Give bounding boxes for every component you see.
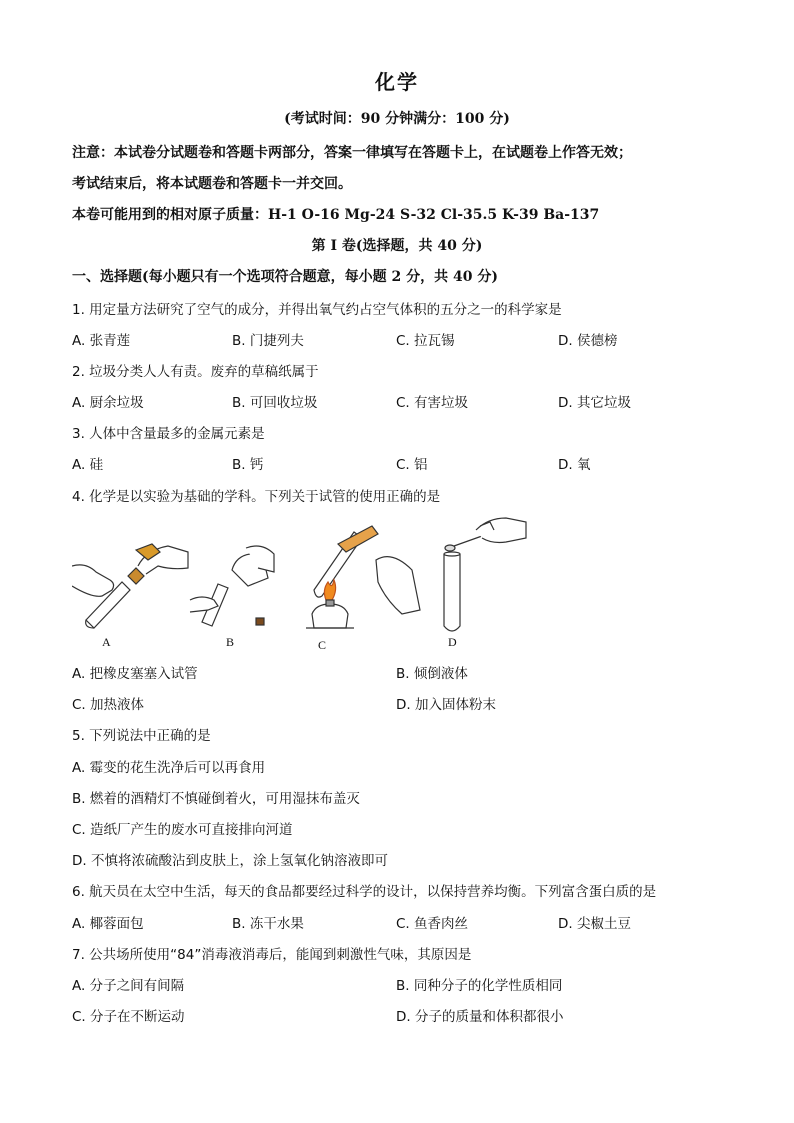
question-6-option-b: B. 冻干水果	[232, 916, 304, 932]
figure-label-d: D	[448, 635, 457, 649]
question-1-option-c: C. 拉瓦锡	[396, 333, 455, 349]
section-title: 一、选择题(每小题只有一个选项符合题意，每小题 2 分，共 40 分)	[72, 269, 498, 285]
figure-label-a: A	[102, 635, 111, 649]
question-7-stem: 7. 公共场所使用“84”消毒液消毒后，能闻到刺激性气味，其原因是	[72, 947, 472, 963]
figure-b-pour-liquid	[188, 544, 278, 632]
question-6-option-c: C. 鱼香肉丝	[396, 916, 469, 932]
figure-d-add-powder	[436, 512, 528, 636]
question-4-option-c: C. 加热液体	[72, 697, 145, 713]
question-7-option-b: B. 同种分子的化学性质相同	[396, 978, 563, 994]
question-3-stem: 3. 人体中含量最多的金属元素是	[72, 426, 265, 442]
question-5-stem: 5. 下列说法中正确的是	[72, 728, 211, 744]
question-6-stem: 6. 航天员在太空中生活，每天的食品都要经过科学的设计，以保持营养均衡。下列富含蛋白质的是	[72, 884, 657, 900]
question-6-option-d: D. 尖椒土豆	[558, 916, 631, 932]
question-4-option-a: A. 把橡皮塞塞入试管	[72, 666, 198, 682]
question-4-stem: 4. 化学是以实验为基础的学科。下列关于试管的使用正确的是	[72, 489, 441, 505]
figure-a-insert-stopper	[72, 536, 192, 632]
figure-label-b: B	[226, 635, 235, 649]
exam-time-info: (考试时间：90 分钟满分：100 分)	[284, 111, 510, 127]
question-7-option-a: A. 分子之间有间隔	[72, 978, 185, 994]
question-3-option-c: C. 铝	[396, 457, 428, 473]
notice-line-2: 考试结束后，将本试题卷和答题卡一并交回。	[72, 176, 352, 192]
question-3-option-b: B. 钙	[232, 457, 264, 473]
question-4-option-d: D. 加入固体粉末	[396, 697, 496, 713]
question-2-option-d: D. 其它垃圾	[558, 395, 631, 411]
question-4-option-b: B. 倾倒液体	[396, 666, 468, 682]
figure-label-c: C	[318, 638, 327, 652]
figure-c-heat-liquid	[292, 520, 422, 638]
question-2-option-a: A. 厨余垃圾	[72, 395, 144, 411]
question-3-option-a: A. 硅	[72, 457, 104, 473]
notice-line-1: 注意：本试卷分试题卷和答题卡两部分，答案一律填写在答题卡上，在试题卷上作答无效；	[72, 145, 632, 161]
question-3-option-d: D. 氧	[558, 457, 591, 473]
question-7-option-d: D. 分子的质量和体积都很小	[396, 1009, 564, 1025]
question-2-option-b: B. 可回收垃圾	[232, 395, 318, 411]
question-5-option-a: A. 霉变的花生洗净后可以再食用	[72, 760, 266, 776]
question-5-option-c: C. 造纸厂产生的废水可直接排向河道	[72, 822, 293, 838]
question-5-option-b: B. 燃着的酒精灯不慎碰倒着火，可用湿抹布盖灭	[72, 791, 360, 807]
atomic-masses: 本卷可能用到的相对原子质量：H-1 O-16 Mg-24 S-32 Cl-35.5 K-39 Ba-137	[72, 207, 600, 223]
question-1-option-b: B. 门捷列夫	[232, 333, 304, 349]
exam-title: 化学	[375, 70, 419, 94]
question-6-option-a: A. 椰蓉面包	[72, 916, 144, 932]
volume-title: 第 I 卷(选择题，共 40 分)	[311, 238, 483, 254]
question-1-stem: 1. 用定量方法研究了空气的成分，并得出氧气约占空气体积的五分之一的科学家是	[72, 302, 562, 318]
question-7-option-c: C. 分子在不断运动	[72, 1009, 185, 1025]
question-5-option-d: D. 不慎将浓硫酸沾到皮肤上，涂上氢氧化钠溶液即可	[72, 853, 388, 869]
question-1-option-a: A. 张青莲	[72, 333, 131, 349]
question-1-option-d: D. 侯德榜	[558, 333, 618, 349]
question-2-option-c: C. 有害垃圾	[396, 395, 469, 411]
question-2-stem: 2. 垃圾分类人人有责。废弃的草稿纸属于	[72, 364, 319, 380]
